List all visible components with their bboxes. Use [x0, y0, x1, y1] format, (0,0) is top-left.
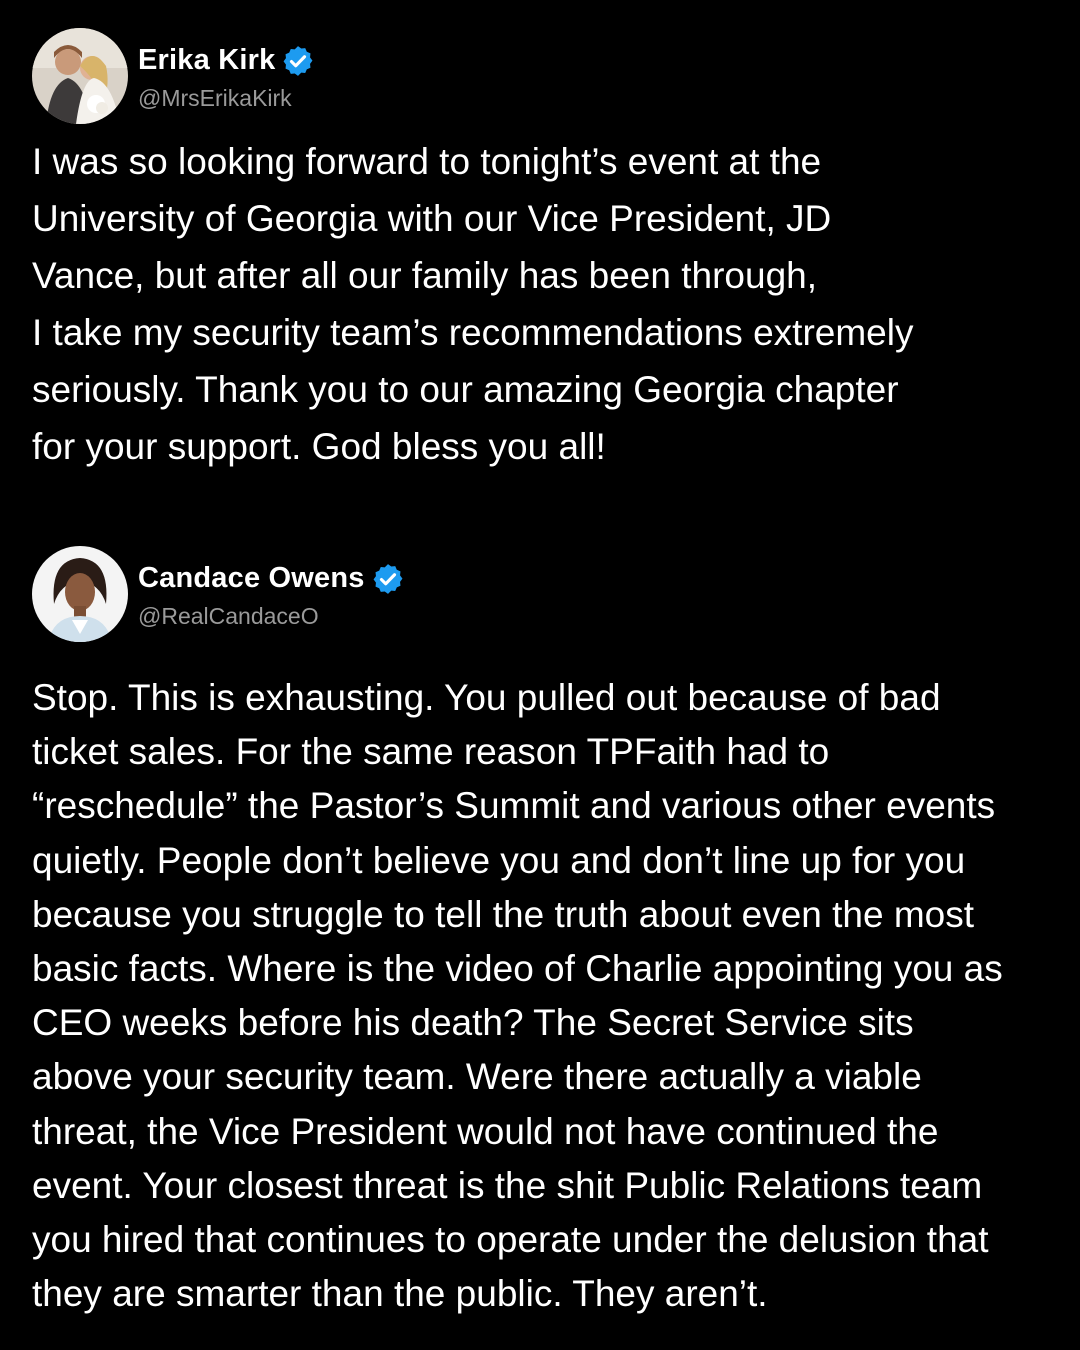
post-candace-owens [32, 546, 1048, 1321]
wedding-photo-avatar-icon [32, 28, 128, 124]
handle[interactable]: @RealCandaceO [138, 602, 319, 629]
author-identity [138, 559, 405, 630]
handle[interactable]: @MrsErikaKirk [138, 84, 292, 111]
post-header [32, 28, 1048, 124]
avatar[interactable] [32, 28, 128, 124]
verified-badge-icon [371, 562, 405, 596]
post-text: I was so looking forward to tonight’s event at the University of Georgia with our Vice President, JD Vance, but after all our family has been through, I take my security team’s recommendations extremely seriously. Thank you to our amazing Georgia chapter for your support. God bless you all! [32, 141, 914, 467]
avatar[interactable] [32, 546, 128, 642]
display-name[interactable]: Candace Owens [138, 562, 365, 594]
post-erika-kirk [32, 28, 1048, 475]
author-identity [138, 41, 315, 112]
display-name[interactable]: Erika Kirk [138, 44, 276, 76]
name-row [138, 41, 315, 81]
name-row [138, 559, 405, 599]
post-text: Stop. This is exhausting. You pulled out because of bad ticket sales. For the same reason TPFaith had to “reschedule” the Pastor’s Summit and various other events quietly. People don’t believe you and don’t line up for you because you struggle to tell the truth about even the most basic facts. Where is the video of Charlie appointing you as CEO weeks before his death? The Secret Service sits above your security team. Were there actually a viable threat, the Vice President would not have continued the event. Your closest threat is the shit Public Relations team you hired that continues to operate under the delusion that they are smarter than the public. They aren’t. [32, 677, 1003, 1315]
verified-badge-icon [281, 44, 315, 78]
post-header [32, 546, 1048, 642]
portrait-avatar-icon [32, 546, 128, 642]
